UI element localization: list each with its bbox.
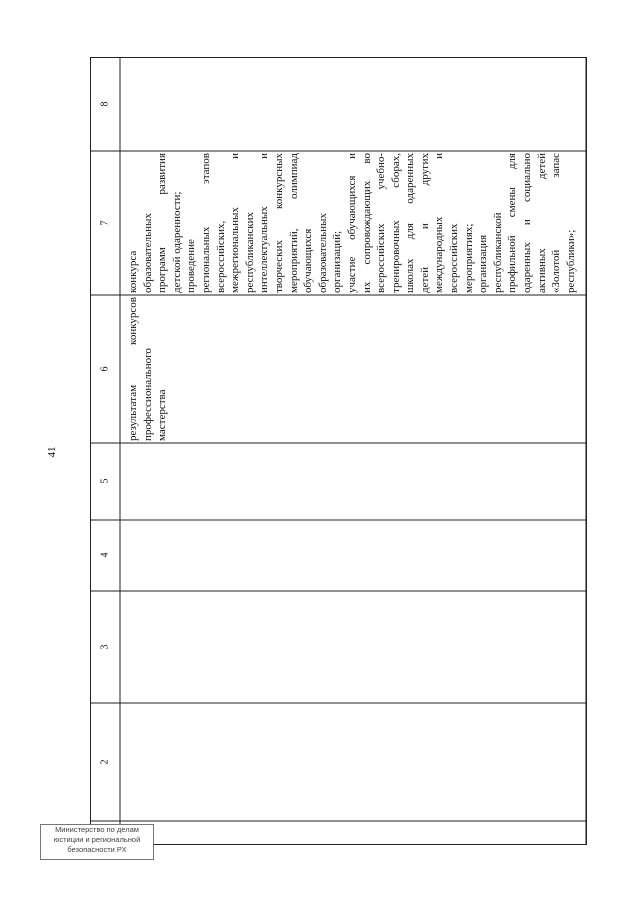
column-number-8: 8 — [99, 101, 111, 107]
column-number-2: 2 — [99, 759, 111, 765]
stamp-line: Министерство по делам — [55, 825, 139, 834]
col7-line: мероприятий, олимпиад — [287, 153, 300, 293]
col7-line: проведение — [185, 239, 198, 293]
col7-line: организация — [477, 234, 490, 293]
col7-line: образовательных — [316, 213, 329, 293]
col7-line: организаций; — [331, 230, 344, 293]
col7-line: интеллектуальных и — [258, 153, 271, 293]
col7-line: межрегиональных и — [229, 153, 242, 293]
column-number-3: 3 — [99, 644, 111, 650]
col7-line: республиканских — [243, 211, 256, 293]
col7-line: республики»; — [564, 229, 577, 293]
rotated-table — [90, 57, 587, 845]
col7-line: региональных этапов — [199, 153, 212, 293]
col7-line: детей и других — [418, 153, 431, 293]
stamp-line: юстиции и региональной — [53, 835, 141, 844]
col7-line: школах для одаренных — [404, 153, 417, 293]
col7-line: образовательных — [141, 213, 154, 293]
col7-line: творческих конкурсных — [272, 153, 285, 293]
column-number-4: 4 — [99, 552, 111, 558]
col7-line: всероссийских учебно- — [375, 153, 388, 293]
col7-line: программ развития — [156, 153, 169, 293]
page-number: 41 — [46, 446, 58, 458]
column-number-7: 7 — [99, 220, 111, 226]
col7-line: конкурса — [127, 250, 139, 293]
column-7-text — [126, 153, 578, 293]
col7-line: мероприятиях; — [462, 223, 475, 293]
col7-line: международных и — [433, 153, 446, 293]
col7-line: их сопровождающих во — [360, 153, 373, 293]
column-number-6: 6 — [99, 366, 111, 372]
registration-stamp — [40, 824, 154, 860]
stamp-line: безопасности РХ — [67, 845, 127, 854]
col7-line: всероссийских — [448, 223, 461, 293]
col6-line: мастерства — [156, 389, 169, 441]
col7-line: детской одаренности; — [170, 191, 183, 293]
col7-line: тренировочных сборах, — [389, 153, 402, 293]
col7-line: активных детей — [535, 153, 548, 293]
col7-line: обучающихся — [302, 228, 315, 293]
column-6-text — [126, 297, 170, 441]
col6-line: результатам конкурсов — [127, 297, 139, 441]
col7-line: «Золотой запас — [550, 153, 563, 293]
column-number-5: 5 — [99, 478, 111, 484]
col7-line: республиканской — [491, 212, 504, 293]
col7-line: всероссийских, — [214, 220, 227, 293]
col7-line: участие обучающихся и — [345, 153, 358, 293]
col6-line: профессионального — [141, 348, 154, 441]
col7-line: профильной смены для — [506, 153, 519, 293]
col7-line: одаренных и социально — [521, 153, 534, 293]
